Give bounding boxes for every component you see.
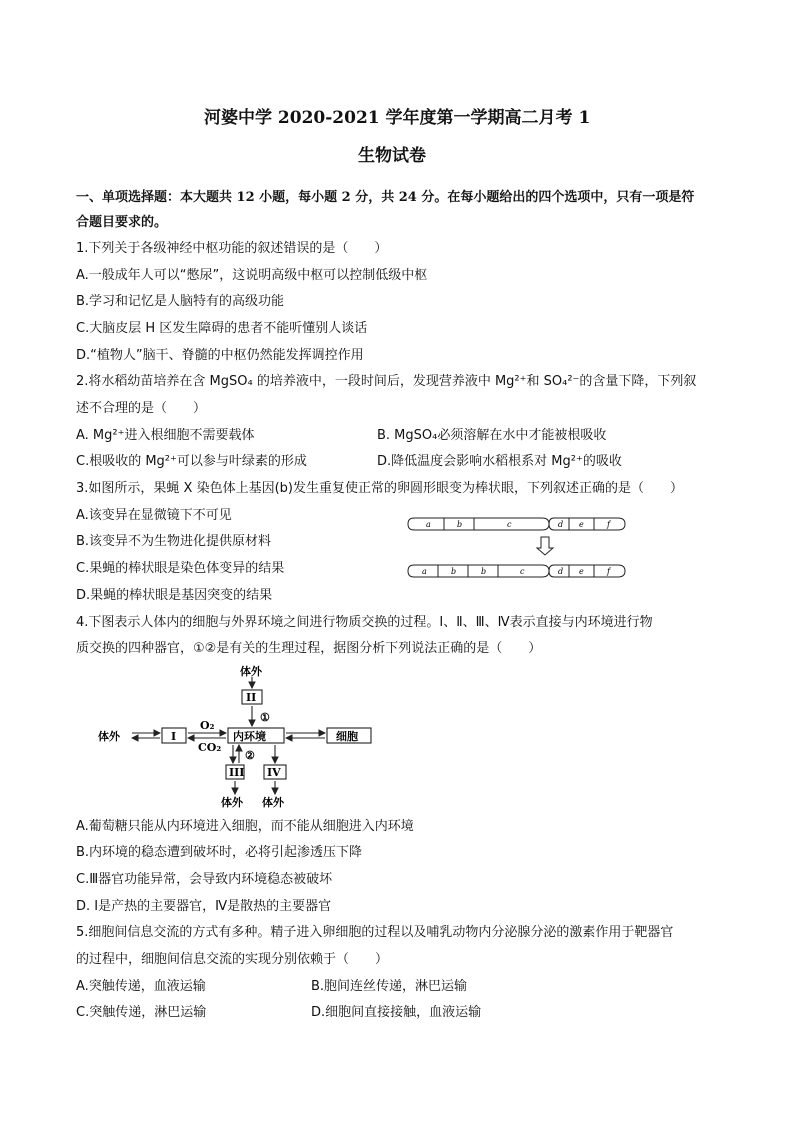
chr-top-gene-f: f	[607, 520, 610, 529]
organ-ii-label: II	[246, 691, 257, 704]
q5-option-c: C.突触传递，淋巴运输	[76, 1005, 207, 1020]
arrow-down-icon	[537, 537, 553, 555]
chr-top-gene-c: c	[507, 520, 512, 529]
outside-label-left: 体外	[98, 730, 120, 743]
q4-option-d: D. Ⅰ是产热的主要器官，Ⅳ是散热的主要器官	[76, 899, 332, 914]
q2-stem-line2: 述不合理的是（ ）	[76, 401, 207, 416]
q2-stem-line1: 2.将水稻幼苗培养在含 MgSO₄ 的培养液中，一段时间后，发现营养液中 Mg²⁺和 SO₄²⁻的含量下降，下列叙	[76, 374, 697, 389]
chromosome-diagram	[404, 512, 634, 584]
q1-option-a: A.一般成年人可以“憋尿”，这说明高级中枢可以控制低级中枢	[76, 268, 428, 283]
q4-option-a: A.葡萄糖只能从内环境进入细胞，而不能从细胞进入内环境	[76, 819, 414, 834]
chr-bottom-gene-a: a	[422, 567, 427, 576]
process-1-label: ①	[260, 711, 270, 724]
o2-label: O₂	[200, 719, 215, 732]
chr-top-gene-b: b	[457, 520, 463, 529]
q5-stem-line2: 的过程中，细胞间信息交流的实现分别依赖于（ ）	[76, 952, 389, 967]
exam-title: 河婆中学 2020-2021 学年度第一学期高二月考 1	[204, 108, 591, 128]
q2-option-a: A. Mg²⁺进入根细胞不需要载体	[76, 428, 255, 443]
inner-env-label: 内环境	[233, 730, 266, 743]
process-2-label: ②	[245, 749, 255, 762]
chr-top-gene-d: d	[558, 520, 564, 529]
q2-option-c: C.根吸收的 Mg²⁺可以参与叶绿素的形成	[76, 454, 307, 469]
organ-i-label: I	[171, 730, 177, 743]
q1-option-b: B.学习和记忆是人脑特有的高级功能	[76, 294, 285, 309]
chromosome-normal	[408, 518, 625, 530]
organ-iv-label: IV	[267, 766, 281, 779]
section-instructions-line1: 一、单项选择题：本大题共 12 小题，每小题 2 分，共 24 分。在每小题给出的四个选项中，只有一项是符	[76, 190, 695, 205]
outside-label-top: 体外	[240, 665, 262, 678]
chr-bottom-gene-b2: b	[481, 567, 487, 576]
chr-bottom-gene-e: e	[579, 567, 584, 576]
q3-option-b: B.该变异不为生物进化提供原材料	[76, 534, 272, 549]
q5-stem-line1: 5.细胞间信息交流的方式有多种。精子进入卵细胞的过程以及哺乳动物内分泌腺分泌的激素作用于靶器官	[76, 925, 674, 940]
q4-stem-line2: 质交换的四种器官，①②是有关的生理过程，据图分析下列说法正确的是（ ）	[76, 641, 542, 656]
outside-label-bottom-2: 体外	[262, 796, 284, 809]
q3-option-a: A.该变异在显微镜下不可见	[76, 508, 232, 523]
chr-bottom-gene-d: d	[558, 567, 564, 576]
co2-label: CO₂	[198, 741, 222, 754]
q4-option-c: C.Ⅲ器官功能异常，会导致内环境稳态被破坏	[76, 872, 333, 887]
q3-option-d: D.果蝇的棒状眼是基因突变的结果	[76, 588, 273, 603]
chr-bottom-gene-f: f	[607, 567, 610, 576]
q1-option-d: D.“植物人”脑干、脊髓的中枢仍然能发挥调控作用	[76, 348, 364, 363]
q5-option-d: D.细胞间直接接触，血液运输	[311, 1005, 482, 1020]
chromosome-mutant	[408, 565, 625, 577]
chr-bottom-gene-b1: b	[451, 567, 457, 576]
q2-option-b: B. MgSO₄必须溶解在水中才能被根吸收	[377, 428, 607, 443]
q1-stem: 1.下列关于各级神经中枢功能的叙述错误的是（ ）	[76, 241, 388, 256]
chr-bottom-gene-c: c	[520, 567, 525, 576]
q5-option-b: B.胞间连丝传递，淋巴运输	[311, 979, 468, 994]
q5-option-a: A.突触传递，血液运输	[76, 979, 206, 994]
q3-stem: 3.如图所示，果蝇 X 染色体上基因(b)发生重复使正常的卵圆形眼变为棒状眼，下列叙述正确的是（ ）	[76, 481, 683, 496]
exam-subject: 生物试卷	[358, 146, 426, 166]
exchange-diagram	[96, 664, 376, 810]
q1-option-c: C.大脑皮层 H 区发生障碍的患者不能听懂别人谈话	[76, 321, 368, 336]
chr-top-gene-e: e	[579, 520, 584, 529]
cell-label: 细胞	[336, 730, 358, 743]
chr-top-gene-a: a	[426, 520, 431, 529]
q2-option-d: D.降低温度会影响水稻根系对 Mg²⁺的吸收	[377, 454, 622, 469]
q4-option-b: B.内环境的稳态遭到破坏时，必将引起渗透压下降	[76, 845, 363, 860]
organ-iii-label: III	[229, 766, 245, 779]
section-instructions-line2: 合题目要求的。	[76, 215, 168, 230]
q4-stem-line1: 4.下图表示人体内的细胞与外界环境之间进行物质交换的过程。Ⅰ、Ⅱ、Ⅲ、Ⅳ表示直接与内环境进行物	[76, 615, 653, 630]
outside-label-bottom-1: 体外	[221, 796, 243, 809]
q3-option-c: C.果蝇的棒状眼是染色体变异的结果	[76, 561, 285, 576]
